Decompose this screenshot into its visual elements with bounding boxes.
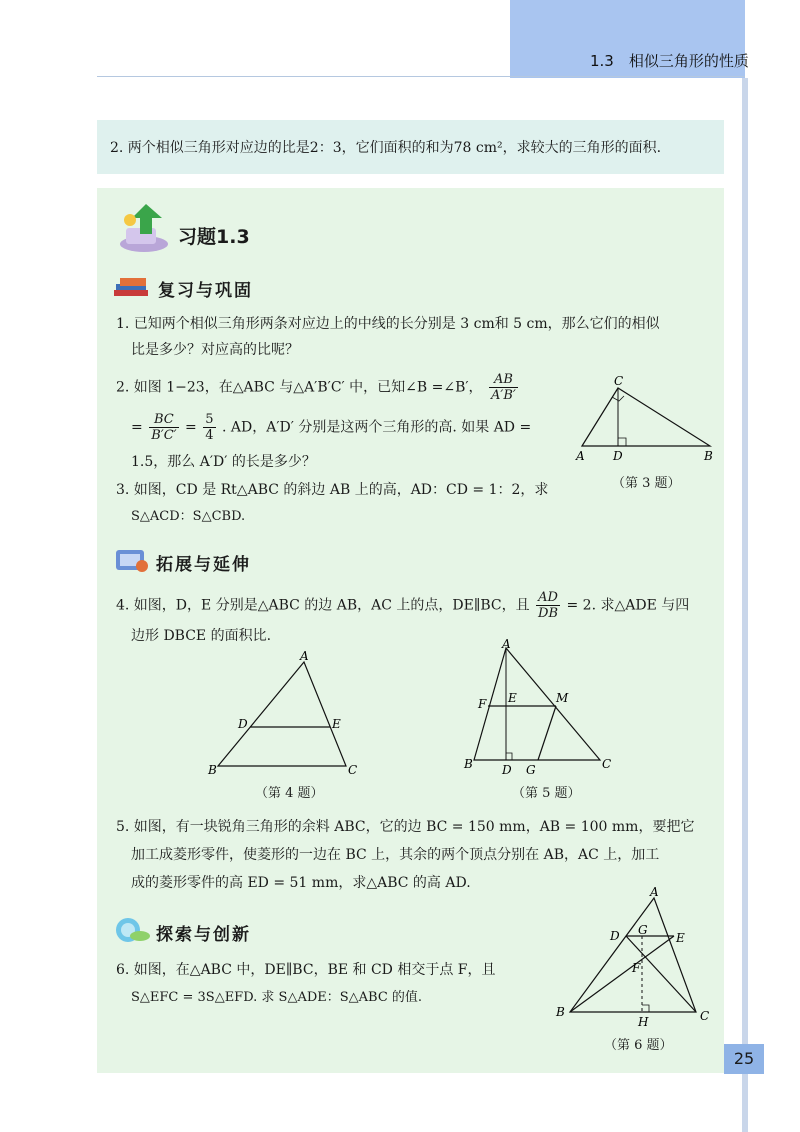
fig5-right-angle [506, 753, 512, 760]
q6-line2: S△EFC = 3S△EFD. 求 S△ADE：S△ABC 的值. [131, 990, 423, 1005]
fig5-label-g: G [526, 763, 536, 777]
extend-heading: 拓展与延伸 [156, 555, 251, 575]
q4-fraction [536, 590, 560, 621]
fig6-label-f: F [632, 961, 641, 975]
fig3-label-c: C [614, 374, 624, 388]
q2-line2 [131, 412, 531, 443]
fig6-triangle [570, 898, 696, 1012]
q2-fraction-2 [149, 412, 178, 443]
practice-question-2: 2. 两个相似三角形对应边的比是2：3，它们面积的和为78 cm²，求较大的三角形的面积. [110, 140, 662, 156]
figure-5 [460, 636, 620, 778]
q2-eq2: = [185, 419, 197, 436]
q2-eq1: = [131, 419, 143, 436]
q1-line1: 1. 已知两个相似三角形两条对应边上的中线的长分别是 3 cm和 5 cm，那么它们的相似 [116, 316, 660, 332]
q1-line2: 比是多少？对应高的比呢？ [131, 342, 299, 358]
fig4-label-b: B [208, 763, 217, 777]
q5-line1: 5. 如图，有一块锐角三角形的余料 ABC，它的边 BC = 150 mm，AB = 100 mm，要把它 [116, 819, 695, 835]
fig5-triangle [474, 648, 600, 760]
fig6-label-h: H [638, 1015, 649, 1029]
q2-line1 [116, 372, 520, 403]
extend-icon [112, 546, 152, 574]
fig6-caption: （第 6 题） [604, 1038, 673, 1053]
q2-line3: 1.5，那么 A′D′ 的长是多少？ [131, 454, 316, 470]
q4-frac-den: DB [538, 606, 559, 621]
q2-frac1-den: A′B′ [491, 388, 516, 403]
explore-heading: 探索与创新 [156, 925, 251, 945]
fig3-label-a: A [576, 449, 585, 463]
fig5-caption: （第 5 题） [512, 786, 581, 801]
fig5-label-m: M [556, 691, 569, 705]
fig5-label-f: F [478, 697, 487, 711]
q2-frac2-den: B′C′ [151, 428, 177, 443]
header-rule [97, 76, 745, 77]
page-number: 25 [733, 1049, 755, 1068]
q3-line2: S△ACD：S△CBD. [131, 509, 246, 524]
review-icon [112, 274, 154, 298]
fig3-caption: （第 3 题） [612, 476, 681, 491]
q4-line2: 边形 DBCE 的面积比. [131, 628, 272, 644]
q4-line1 [116, 590, 689, 621]
fig4-label-a: A [300, 649, 309, 663]
fig4-label-e: E [332, 717, 341, 731]
fig6-line-be [570, 936, 674, 1012]
q2-fraction-3 [203, 412, 215, 443]
exercise-icon [112, 200, 172, 258]
fig3-right-angle [618, 438, 626, 446]
q3-line1: 3. 如图，CD 是 Rt△ABC 的斜边 AB 上的高，AD：CD = 1：2，求 [116, 482, 549, 498]
margin-bar [742, 78, 748, 1132]
figure-6 [550, 886, 720, 1030]
figure-4 [200, 648, 370, 778]
fig4-label-d: D [238, 717, 248, 731]
fig4-triangle [218, 662, 346, 766]
fig6-label-c: C [700, 1009, 710, 1023]
q2-line1-text: 2. 如图 1−23，在△ABC 与△A′B′C′ 中，已知∠B =∠B′， [116, 379, 483, 396]
fig6-label-g: G [638, 923, 648, 937]
q4-frac-num: AD [536, 590, 560, 606]
fig5-label-b: B [464, 757, 473, 771]
fig5-label-c: C [602, 757, 612, 771]
fig6-label-d: D [610, 929, 620, 943]
q4-line1-text: 4. 如图，D，E 分别是△ABC 的边 AB，AC 上的点，DE∥BC，且 [116, 597, 530, 614]
q5-line2: 加工成菱形零件，使菱形的一边在 BC 上，其余的两个顶点分别在 AB，AC 上，加工 [131, 847, 660, 863]
fig3-label-b: B [704, 449, 713, 463]
fig6-label-e: E [676, 931, 685, 945]
q2-fraction-1 [489, 372, 518, 403]
figure-3 [572, 374, 722, 466]
fig5-label-a: A [502, 637, 511, 651]
fig6-label-a: A [650, 886, 659, 899]
q2-frac1-num: AB [489, 372, 518, 388]
fig4-caption: （第 4 题） [255, 786, 324, 801]
explore-icon [112, 914, 152, 944]
fig6-right-angle [642, 1005, 649, 1012]
section-title: 1.3 相似三角形的性质 [590, 52, 749, 70]
q2-frac2-num: BC [149, 412, 178, 428]
fig4-label-c: C [348, 763, 358, 777]
q6-line1: 6. 如图，在△ABC 中，DE∥BC，BE 和 CD 相交于点 F，且 [116, 962, 496, 978]
q5-line3: 成的菱形零件的高 ED = 51 mm，求△ABC 的高 AD. [131, 875, 471, 891]
q2-line2-text: . AD，A′D′ 分别是这两个三角形的高. 如果 AD = [221, 419, 532, 436]
fig5-line-mg [538, 706, 556, 760]
fig5-label-e: E [508, 691, 517, 705]
review-heading: 复习与巩固 [158, 281, 253, 301]
fig5-label-d: D [502, 763, 512, 777]
exercise-title: 习题1.3 [178, 226, 250, 248]
fig3-label-d: D [613, 449, 623, 463]
q2-frac3-num: 5 [205, 412, 214, 427]
fig3-triangle [582, 388, 710, 446]
q2-frac3-den: 4 [205, 428, 214, 443]
fig6-label-b: B [556, 1005, 565, 1019]
q4-line1-end: = 2. 求△ADE 与四 [566, 597, 690, 614]
